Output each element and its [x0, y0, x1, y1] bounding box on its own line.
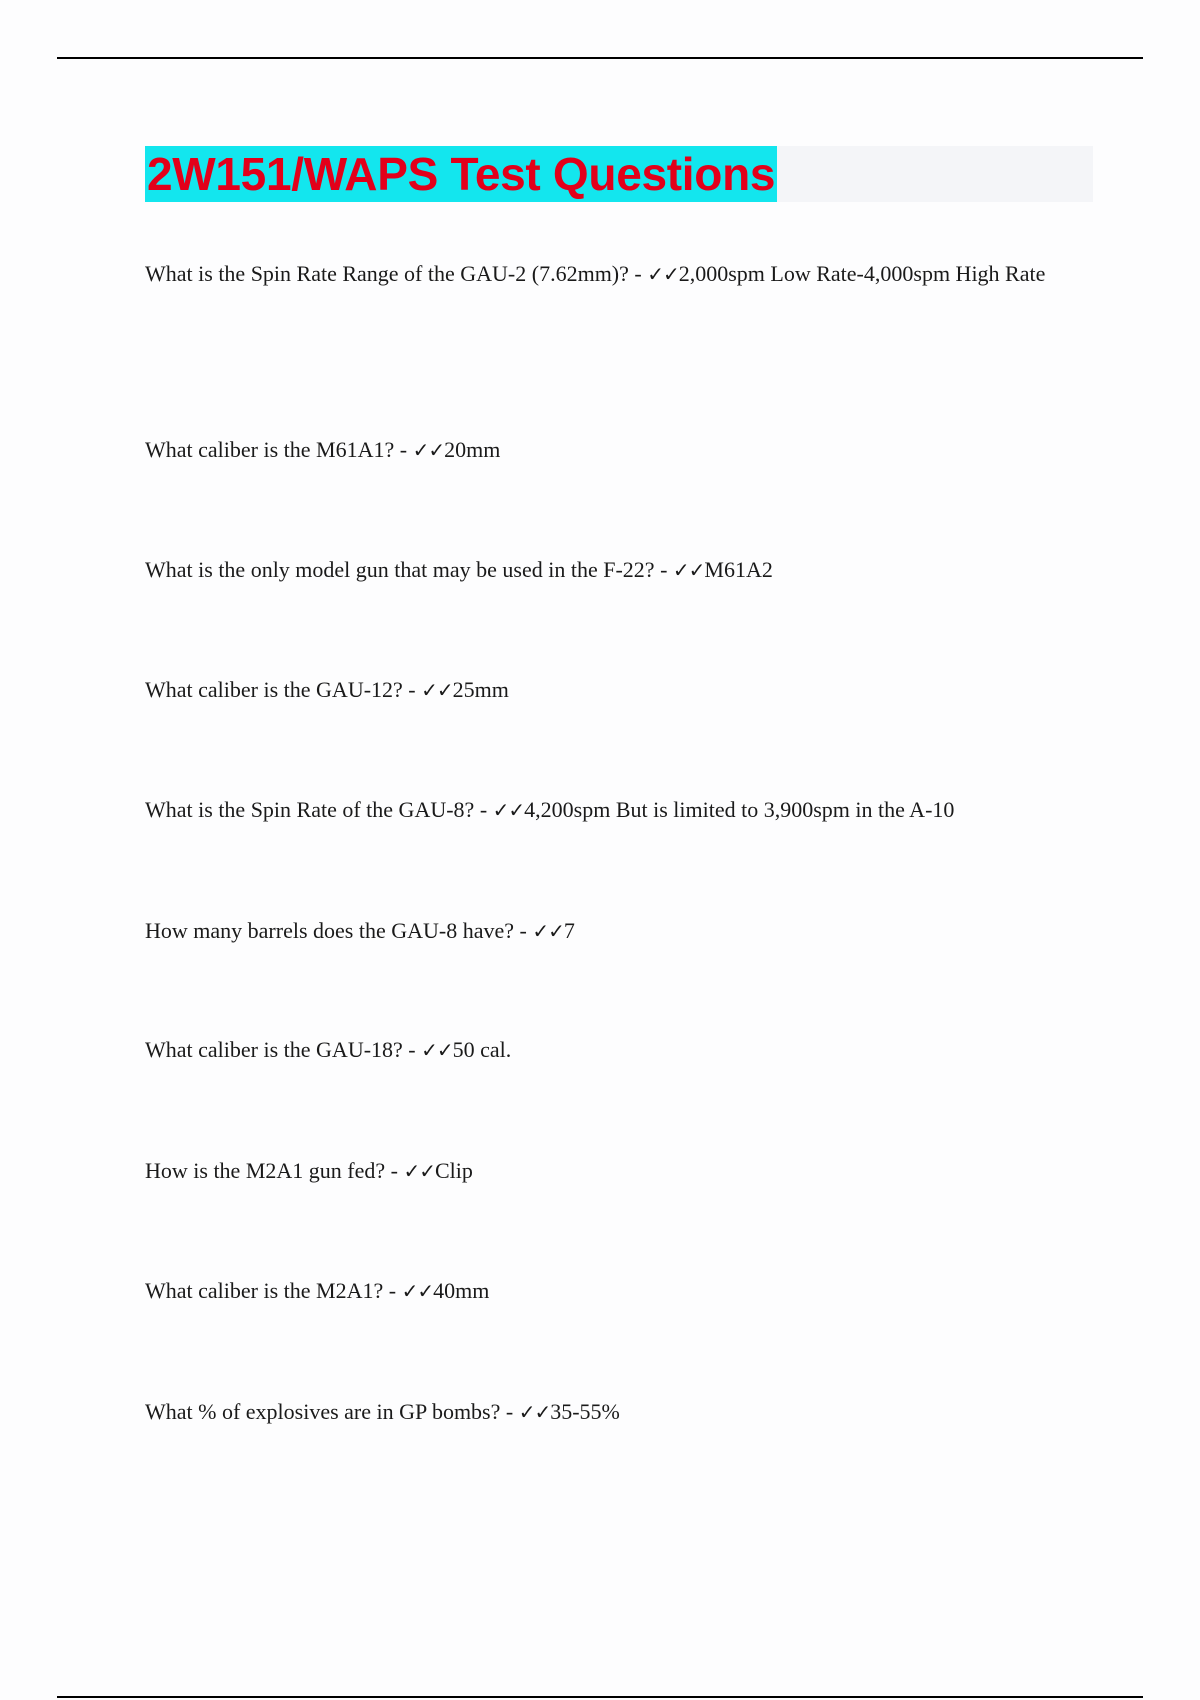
answer-text: 7 — [563, 918, 575, 943]
double-check-icon: ✓✓ — [532, 919, 564, 943]
double-check-icon: ✓✓ — [412, 438, 445, 462]
question-text: How many barrels does the GAU-8 have? - — [145, 918, 533, 943]
answer-text: 50 cal. — [452, 1037, 512, 1062]
double-check-icon: ✓✓ — [421, 1038, 453, 1062]
double-check-icon: ✓✓ — [492, 798, 525, 822]
question-text: What is the Spin Rate Range of the GAU-2 (7.62mm)? - — [145, 261, 648, 286]
qa-item-5 — [145, 781, 1075, 839]
qa-item-6 — [145, 902, 1075, 960]
qa-item-3 — [145, 541, 1075, 599]
header-rule — [57, 57, 1143, 59]
qa-item-9 — [145, 1262, 1075, 1320]
answer-text: 35-55% — [550, 1399, 620, 1424]
double-check-icon: ✓✓ — [403, 1159, 435, 1183]
question-text: What is the Spin Rate of the GAU-8? - — [145, 797, 493, 822]
double-check-icon: ✓✓ — [647, 262, 679, 286]
double-check-icon: ✓✓ — [518, 1400, 551, 1424]
question-text: How is the M2A1 gun fed? - — [145, 1158, 404, 1183]
qa-item-7 — [145, 1021, 1075, 1079]
double-check-icon: ✓✓ — [421, 678, 453, 702]
document-title: 2W151/WAPS Test Questions — [147, 148, 776, 200]
question-text: What caliber is the GAU-12? - — [145, 677, 422, 702]
qa-item-4 — [145, 661, 1075, 719]
footer-rule — [57, 1696, 1143, 1698]
double-check-icon: ✓✓ — [672, 558, 705, 582]
question-text: What caliber is the GAU-18? - — [145, 1037, 422, 1062]
question-text: What is the only model gun that may be used in the F-22? - — [145, 557, 673, 582]
question-text: What % of explosives are in GP bombs? - — [145, 1399, 519, 1424]
answer-text: 20mm — [444, 437, 501, 462]
qa-item-8 — [145, 1142, 1075, 1200]
qa-item-10 — [145, 1383, 1075, 1441]
double-check-icon: ✓✓ — [401, 1279, 434, 1303]
answer-text: 2,000spm Low Rate-4,000spm High Rate — [678, 261, 1046, 286]
answer-text: M61A2 — [704, 557, 773, 582]
qa-item-2 — [145, 421, 1075, 479]
answer-text: 4,200spm But is limited to 3,900spm in the A-10 — [524, 797, 955, 822]
qa-item-1 — [145, 245, 1075, 303]
answer-text: Clip — [434, 1158, 473, 1183]
question-text: What caliber is the M61A1? - — [145, 437, 413, 462]
question-text: What caliber is the M2A1? - — [145, 1278, 402, 1303]
answer-text: 40mm — [433, 1278, 490, 1303]
answer-text: 25mm — [452, 677, 509, 702]
